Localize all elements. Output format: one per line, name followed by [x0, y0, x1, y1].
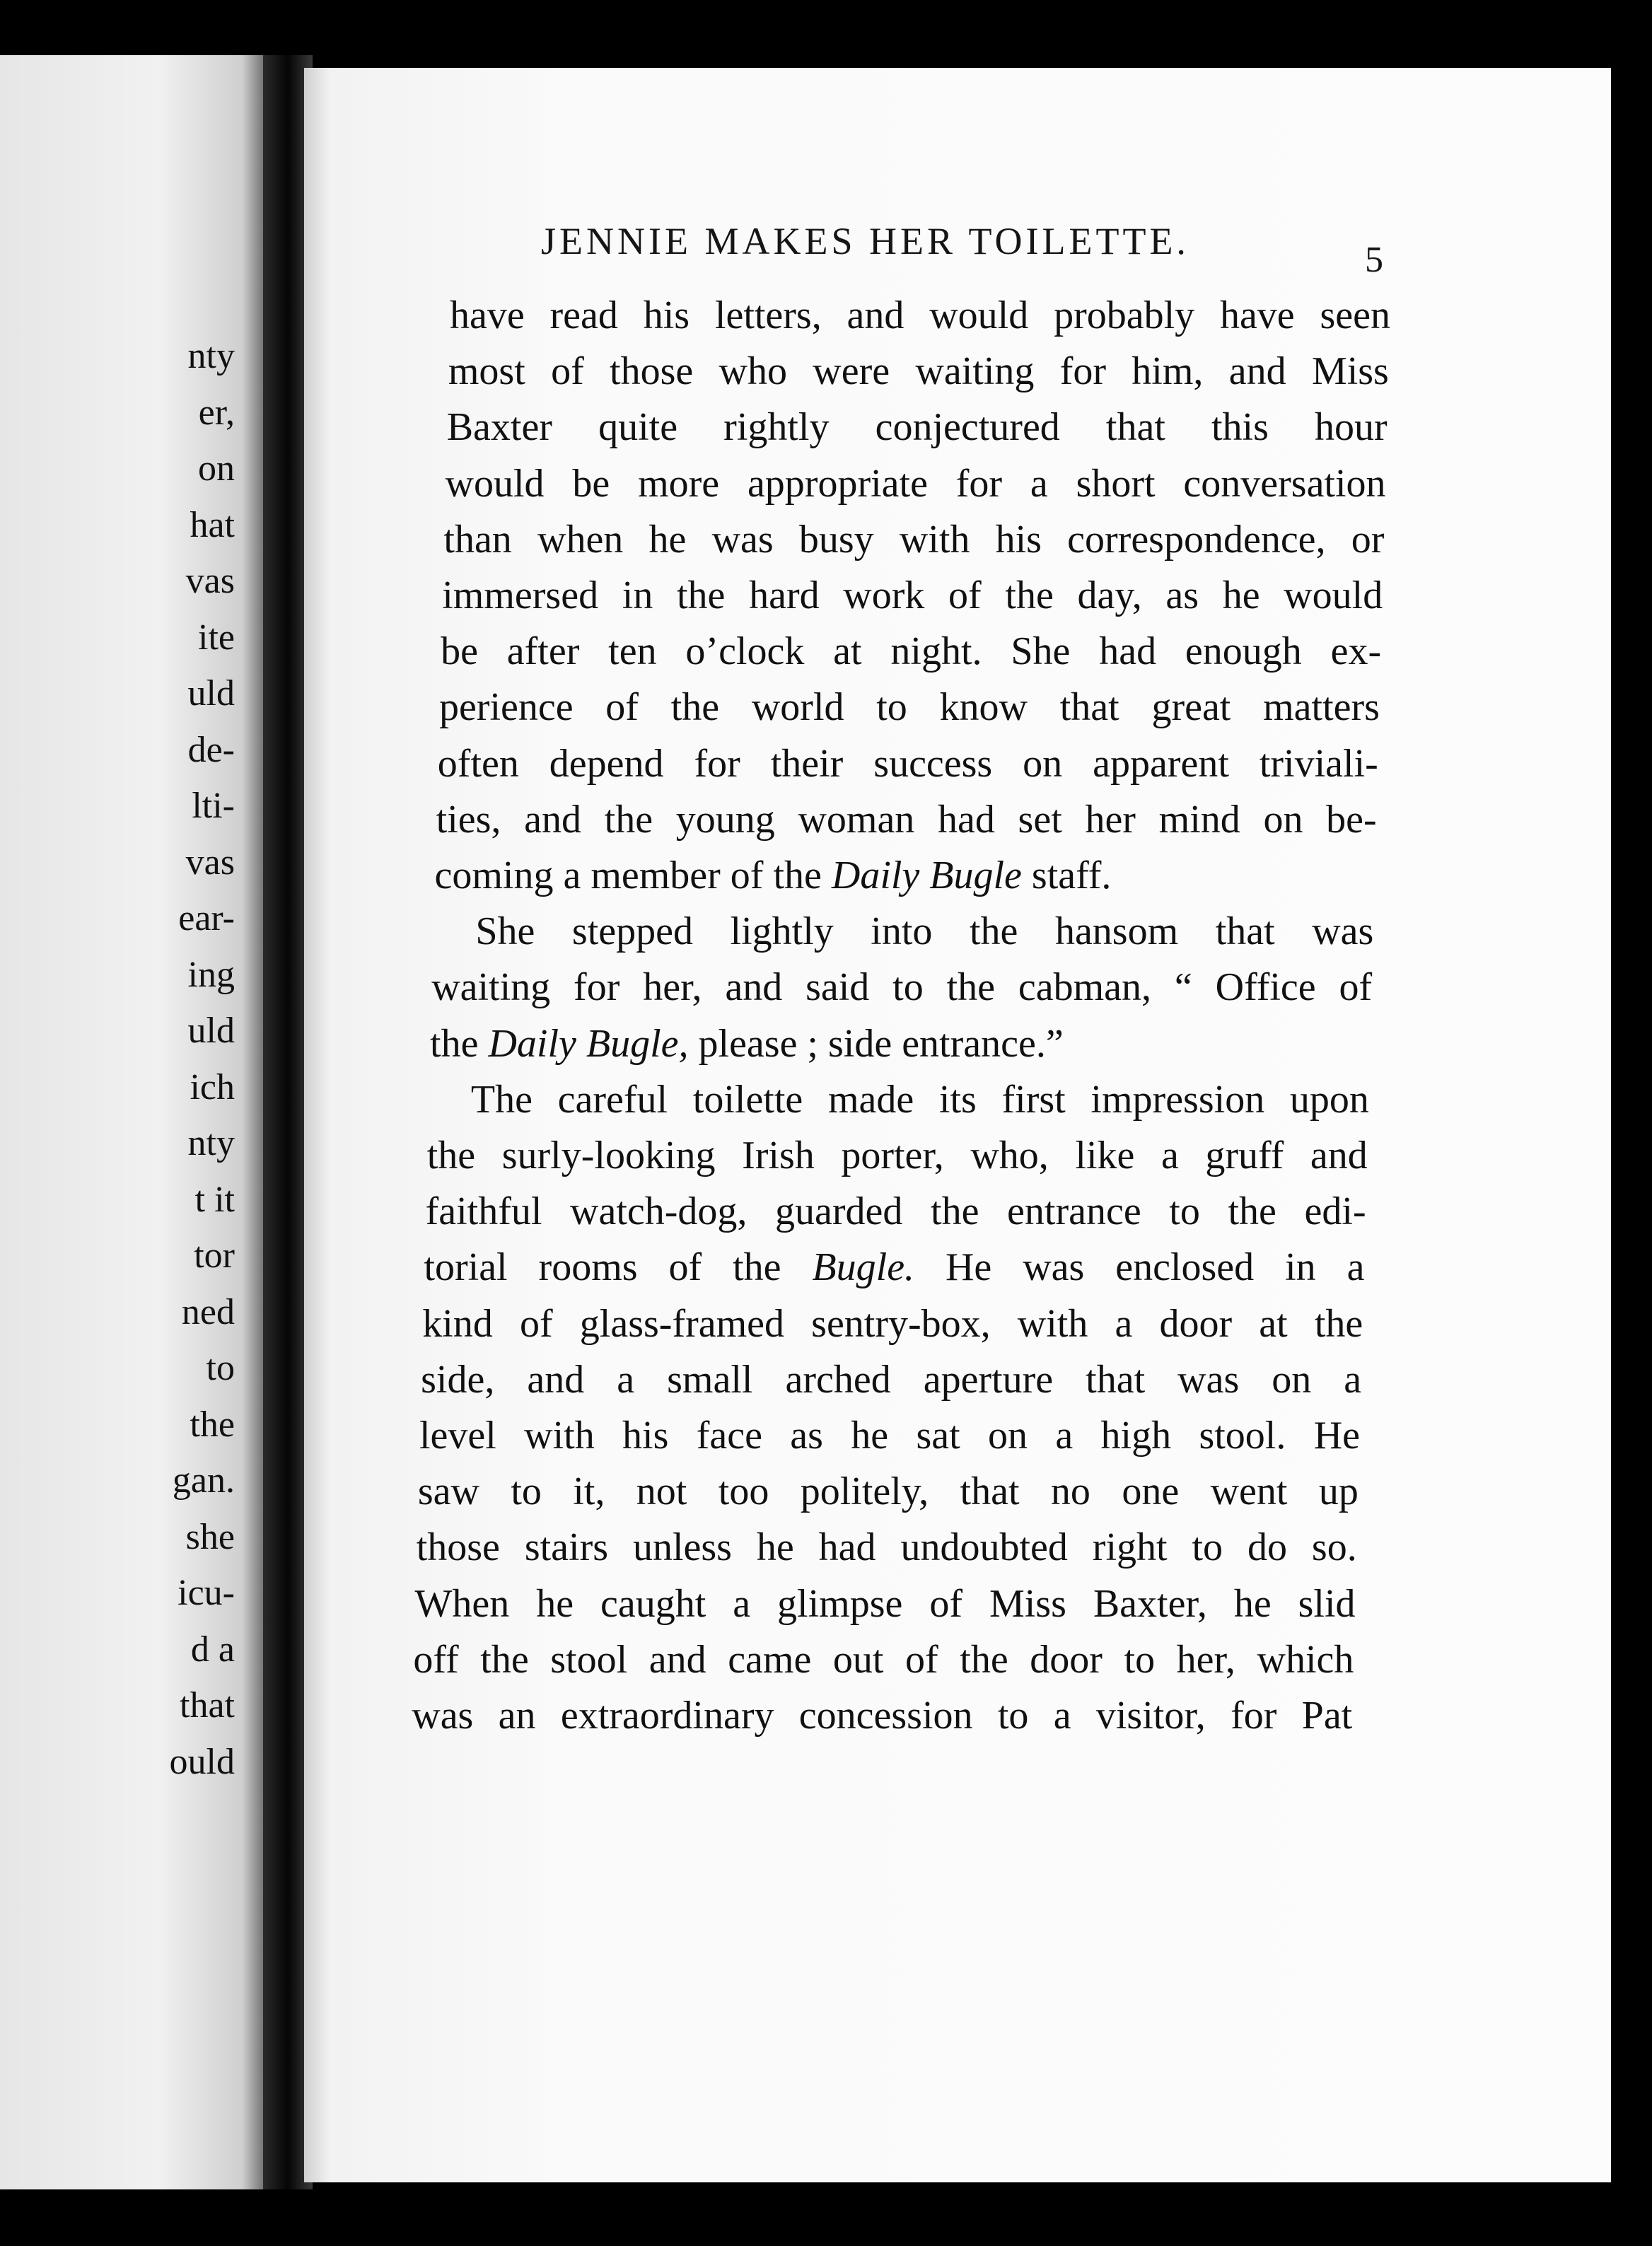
left-page-fragment: ned: [181, 1291, 235, 1332]
left-page-fragment: she: [185, 1516, 235, 1557]
text-segment: coming a member of the: [434, 854, 832, 897]
left-page-fragment: d a: [190, 1629, 235, 1670]
text-segment: waiting for her, and said to the cabman, “ Office of: [431, 965, 1373, 1010]
left-page-fragment: uld: [187, 673, 235, 714]
text-line: [424, 1245, 1365, 1290]
left-page-fragment: gan.: [172, 1460, 235, 1501]
text-line: [436, 797, 1377, 842]
left-page-fragment: uld: [187, 1011, 235, 1051]
page-number: 5: [1365, 240, 1383, 280]
left-page-fragment: hat: [190, 504, 235, 545]
text-line: [441, 629, 1382, 674]
left-page-fragment: ear-: [178, 898, 235, 938]
text-segment: be after ten o’clock at night. She had enough ex-: [441, 629, 1382, 674]
text-segment: most of those who were waiting for him, and Miss: [448, 349, 1389, 394]
text-segment: torial rooms of the: [424, 1245, 813, 1290]
text-segment: Baxter quite rightly conjectured that this hour: [446, 405, 1388, 450]
italic-title: Daily Bugle: [831, 854, 1022, 897]
text-segment: was an extraordinary concession to a visitor, for Pat: [412, 1694, 1353, 1738]
text-segment: would be more appropriate for a short conversation: [445, 461, 1386, 506]
text-line: [443, 517, 1385, 562]
left-page-fragment: vas: [185, 561, 235, 601]
text-line: [413, 1637, 1354, 1682]
left-page-fragment: the: [190, 1404, 235, 1445]
text-line: [445, 461, 1386, 506]
italic-title: Bugle.: [812, 1245, 915, 1290]
text-line: [419, 1416, 1360, 1455]
text-line: [417, 1470, 1359, 1514]
text-segment: those stairs unless he had undoubted right to do so.: [416, 1525, 1357, 1570]
running-head: JENNIE MAKES HER TOILETTE.: [541, 220, 1189, 262]
italic-title: Daily Bugle,: [488, 1021, 689, 1066]
text-segment: level with his face as he sat on a high stool. He: [419, 1414, 1360, 1457]
left-page-fragment: er,: [198, 392, 235, 433]
text-segment: off the stool and came out of the door to her, which: [413, 1637, 1354, 1682]
left-page-fragment: nty: [187, 1123, 235, 1163]
text-segment: ties, and the young woman had set her mind on be-: [436, 797, 1377, 842]
left-page-fragment: to: [206, 1348, 235, 1388]
text-line: [435, 856, 1375, 895]
left-page-fragment: vas: [185, 842, 235, 883]
text-line: [421, 1357, 1362, 1402]
text-line: [475, 909, 1374, 954]
text-segment: immersed in the hard work of the day, as he would: [442, 574, 1383, 617]
left-page-fragment: on: [198, 448, 235, 489]
text-line: [422, 1301, 1363, 1346]
text-line: [450, 293, 1390, 337]
left-page-fragment: tor: [194, 1235, 235, 1276]
text-segment: often depend for their success on apparent triviali-: [437, 741, 1378, 786]
left-page-fragment: nty: [187, 336, 235, 376]
left-page-fragment: ing: [187, 954, 235, 995]
text-segment: the surly-looking Irish porter, who, like a gruff and: [426, 1134, 1368, 1177]
text-segment: perience of the world to know that great matters: [438, 685, 1380, 730]
text-segment: kind of glass-framed sentry-box, with a door at the: [422, 1301, 1363, 1346]
text-segment: He was enclosed in a: [914, 1245, 1365, 1290]
left-page-fragment: lti-: [192, 786, 235, 826]
text-line: [442, 576, 1383, 615]
text-segment: than when he was busy with his correspondence, or: [443, 517, 1385, 562]
left-page-fragment: ould: [169, 1741, 235, 1782]
text-line: [446, 405, 1388, 450]
text-line: [427, 1136, 1368, 1175]
left-page-fragment: ich: [190, 1066, 235, 1107]
text-line: [425, 1189, 1366, 1234]
text-line: [438, 685, 1380, 730]
text-segment: When he caught a glimpse of Miss Baxter, he slid: [414, 1581, 1356, 1626]
text-line: [430, 1021, 1371, 1066]
text-segment: She stepped lightly into the hansom that was: [475, 909, 1374, 954]
text-segment: The careful toilette made its first impression upon: [470, 1077, 1369, 1122]
text-segment: please ; side entrance.”: [688, 1021, 1064, 1066]
text-line: [414, 1581, 1356, 1626]
left-page-fragment: icu-: [178, 1573, 235, 1613]
text-segment: staff.: [1021, 854, 1112, 897]
text-line: [437, 741, 1378, 786]
left-page-fragment: t it: [194, 1179, 235, 1220]
previous-page-edge: [0, 55, 263, 2189]
text-line: [431, 965, 1373, 1010]
text-segment: faithful watch-dog, guarded the entrance to the edi-: [425, 1189, 1366, 1234]
text-line: [412, 1694, 1353, 1738]
left-page-fragment: de-: [187, 729, 235, 770]
text-segment: saw to it, not too politely, that no one went up: [417, 1470, 1359, 1514]
text-line: [470, 1077, 1369, 1122]
left-page-fragment: ite: [198, 617, 235, 658]
text-line: [448, 349, 1389, 394]
left-page-fragment: that: [180, 1685, 235, 1726]
text-segment: the: [430, 1021, 489, 1066]
text-segment: have read his letters, and would probably have seen: [450, 293, 1390, 337]
text-line: [416, 1525, 1357, 1570]
text-segment: side, and a small arched aperture that was on a: [421, 1357, 1362, 1402]
